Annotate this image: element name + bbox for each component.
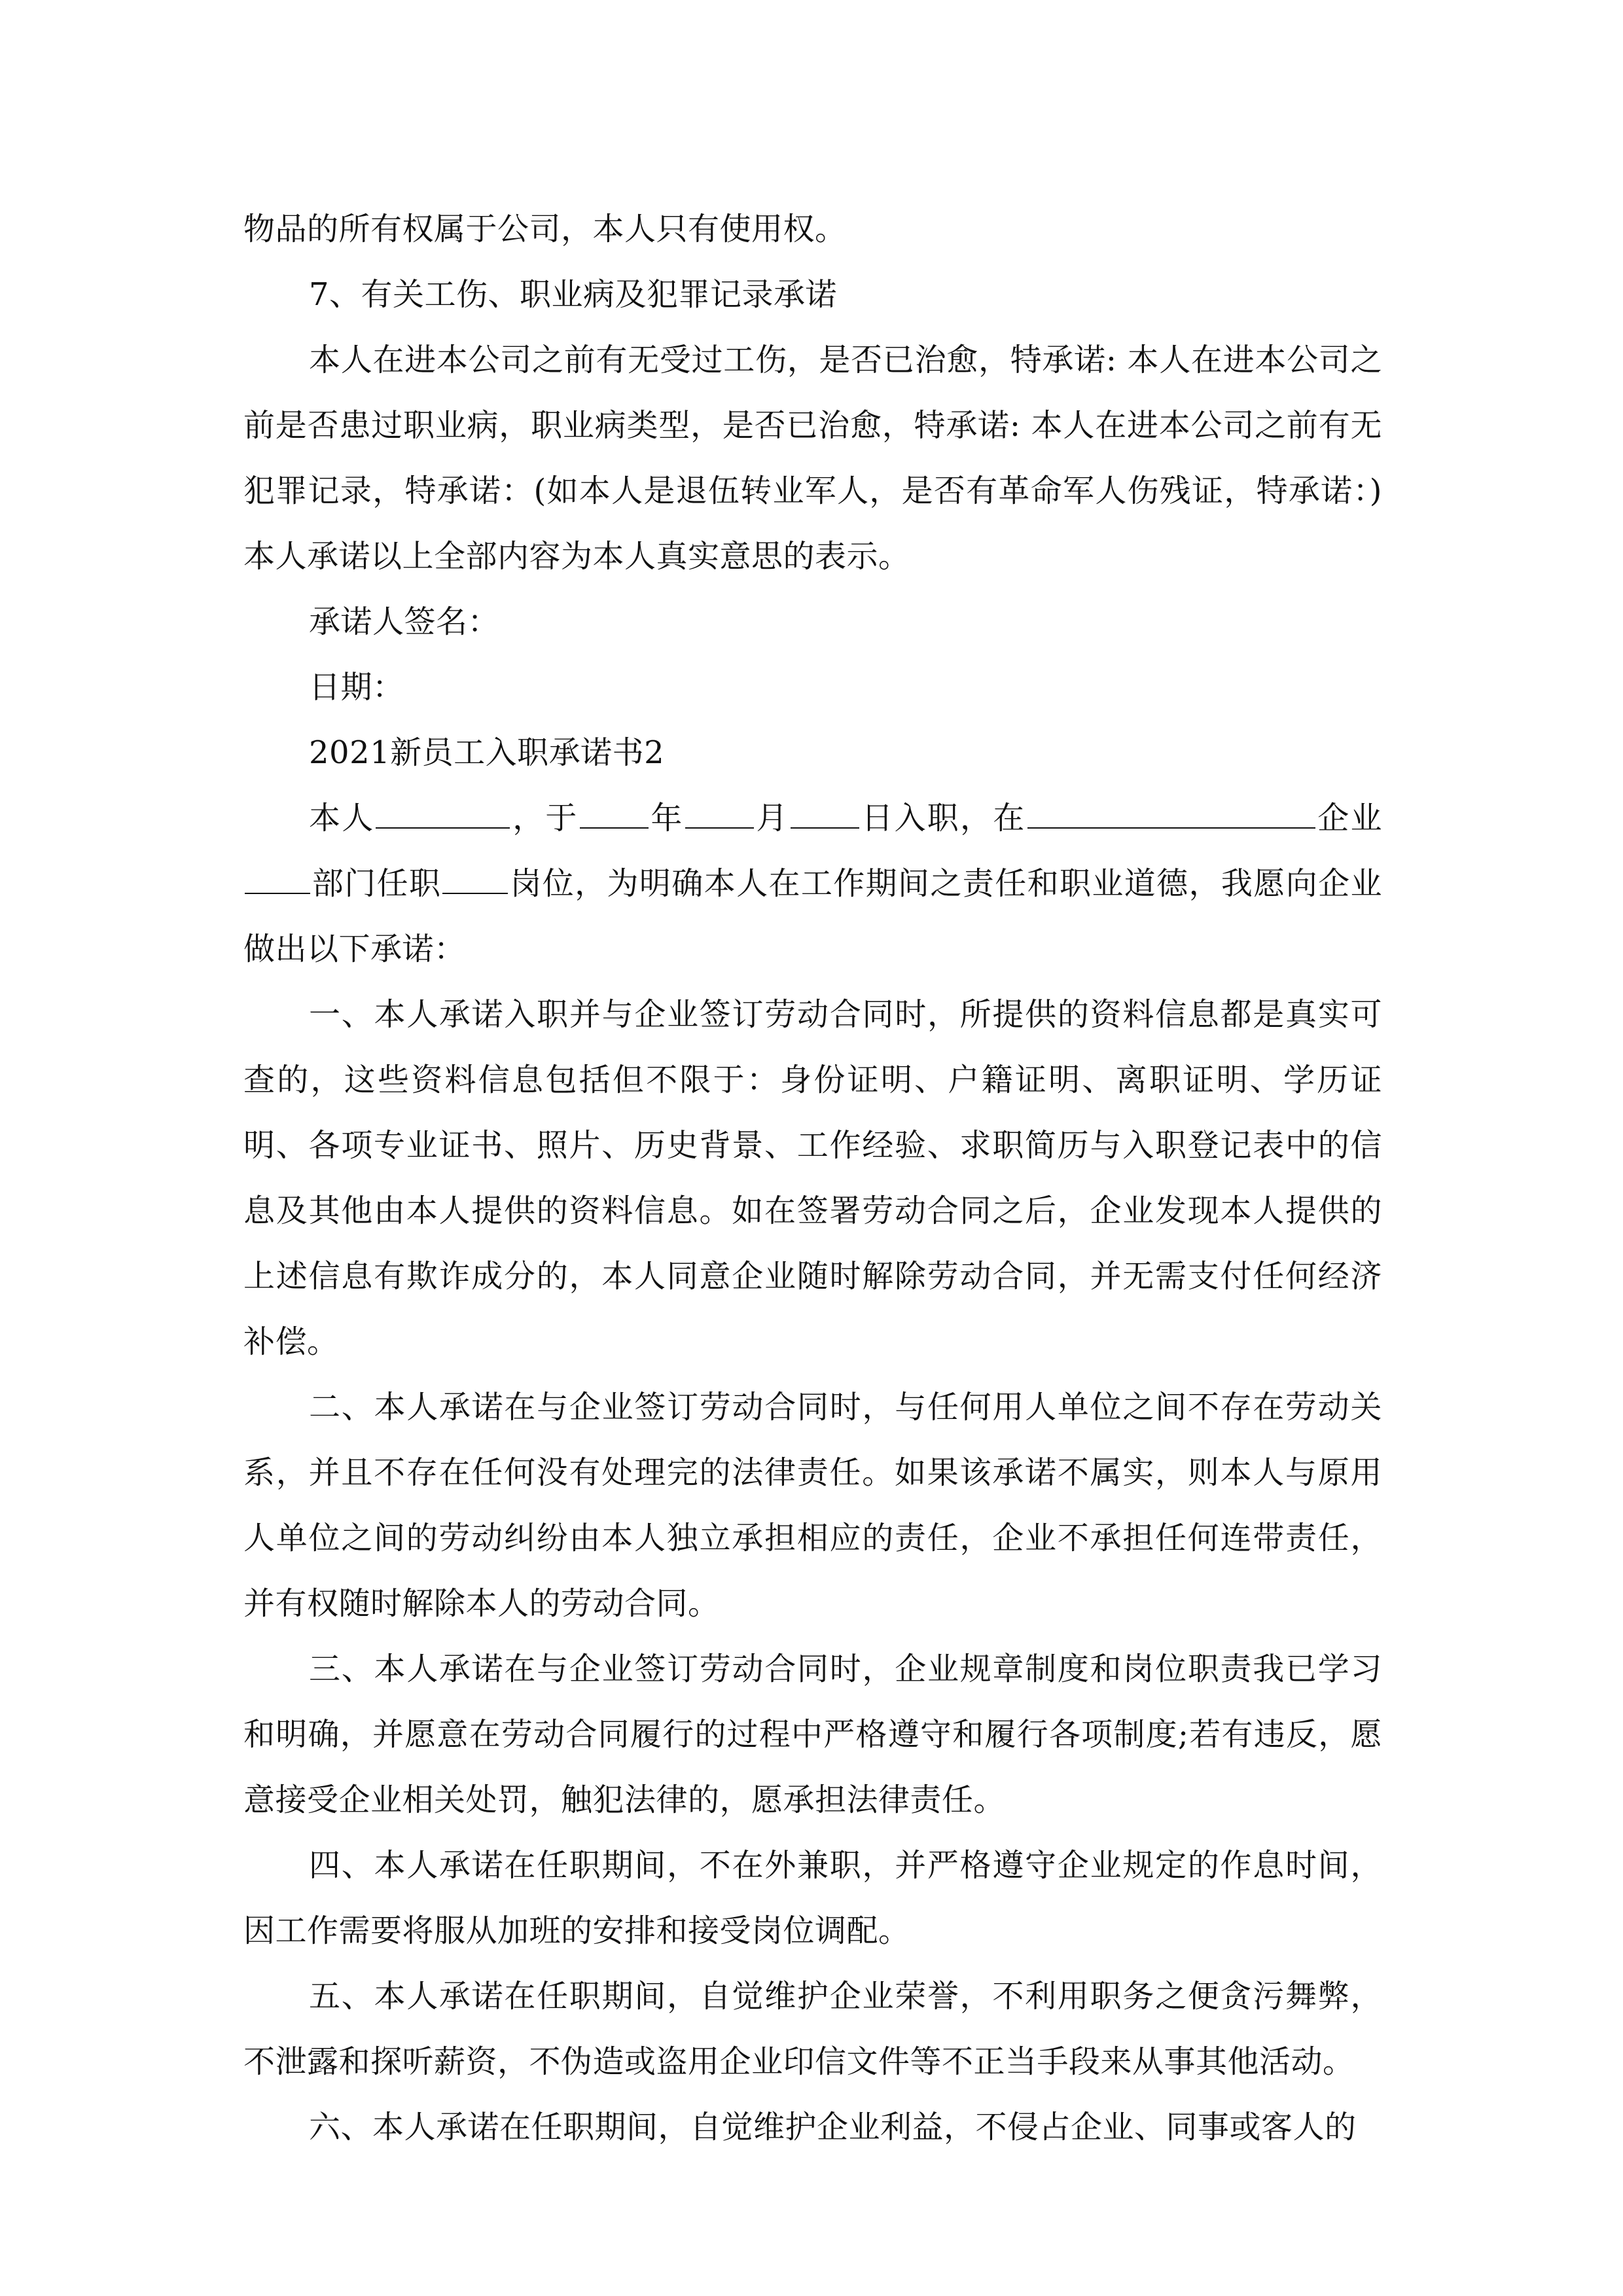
signature-label: 承诺人签名： [309, 603, 500, 640]
clause-4: 四、本人承诺在任职期间，不在外兼职，并严格遵守企业规定的作息时间，因工作需要将服从加班的安排和接受岗位调配。 [243, 1847, 1382, 1949]
clause-6: 六、本人承诺在任职期间，自觉维护企业利益，不侵占企业、同事或客人的 [309, 2109, 1357, 2145]
intro-text-7: 部门任职 [312, 865, 442, 902]
paragraph-injury-record: 本人在进本公司之前有无受过工伤，是否已治愈，特承诺: 本人在进本公司之前是否患过职业病，职业病类型，是否已治愈，特承诺: 本人在进本公司之前有无犯罪记录，特承诺：(如本人是退伍转业军人，是否有革命军人伤残证，特承诺：)本人承诺以上全部内容为本人真实意思的表示。 [243, 342, 1382, 575]
document-title-2: 2021新员工入职承诺书2 [309, 734, 665, 771]
clause-5: 五、本人承诺在任职期间，自觉维护企业荣誉，不利用职务之便贪污舞弊，不泄露和探听薪资，不伪造或盗用企业印信文件等不正当手段来从事其他活动。 [243, 1978, 1382, 2080]
clause-3: 三、本人承诺在与企业签订劳动合同时，企业规章制度和岗位职责我已学习和明确，并愿意在劳动合同履行的过程中严格遵守和履行各项制度;若有违反，愿意接受企业相关处罚，触犯法律的，愿承担法律责任。 [243, 1651, 1382, 1818]
name-blank [376, 793, 510, 829]
date-label: 日期： [309, 669, 404, 706]
day-blank [791, 793, 859, 829]
clause-2: 二、本人承诺在与企业签订劳动合同时，与任何用人单位之间不存在劳动关系，并且不存在任何没有处理完的法律责任。如果该承诺不属实，则本人与原用人单位之间的劳动纠纷由本人独立承担相应的责任，企业不承担任何连带责任，并有权随时解除本人的劳动合同。 [243, 1389, 1382, 1622]
intro-text-3: 年 [649, 800, 684, 836]
intro-text-6: 企业 [1316, 800, 1382, 836]
position-blank [442, 859, 508, 894]
document-body [243, 196, 1382, 2160]
clause-1: 一、本人承诺入职并与企业签订劳动合同时，所提供的资料信息都是真实可查的，这些资料信息包括但不限于：身份证明、户籍证明、离职证明、学历证明、各项专业证书、照片、历史背景、工作经验、求职简历与入职登记表中的信息及其他由本人提供的资料信息。如在签署劳动合同之后，企业发现本人提供的上述信息有欺诈成分的，本人同意企业随时解除劳动合同，并无需支付任何经济补偿。 [243, 996, 1382, 1360]
paragraph-ownership: 物品的所有权属于公司，本人只有使用权。 [243, 211, 847, 247]
intro-text-5: 日入职，在 [860, 800, 1026, 836]
intro-text-8: 岗位，为明确本人在工作期间之责任和职业道德，我愿向企业做出以下承诺： [243, 865, 1382, 967]
pledge-intro [243, 785, 1382, 982]
department-blank [245, 859, 310, 894]
company-blank [1027, 793, 1315, 829]
intro-text-4: 月 [755, 800, 789, 836]
section-heading-7: 7、有关工伤、职业病及犯罪记录承诺 [309, 276, 838, 313]
month-blank [685, 793, 754, 829]
intro-text-2: ，于 [511, 800, 579, 836]
intro-text-1: 本人 [309, 800, 375, 836]
year-blank [580, 793, 649, 829]
